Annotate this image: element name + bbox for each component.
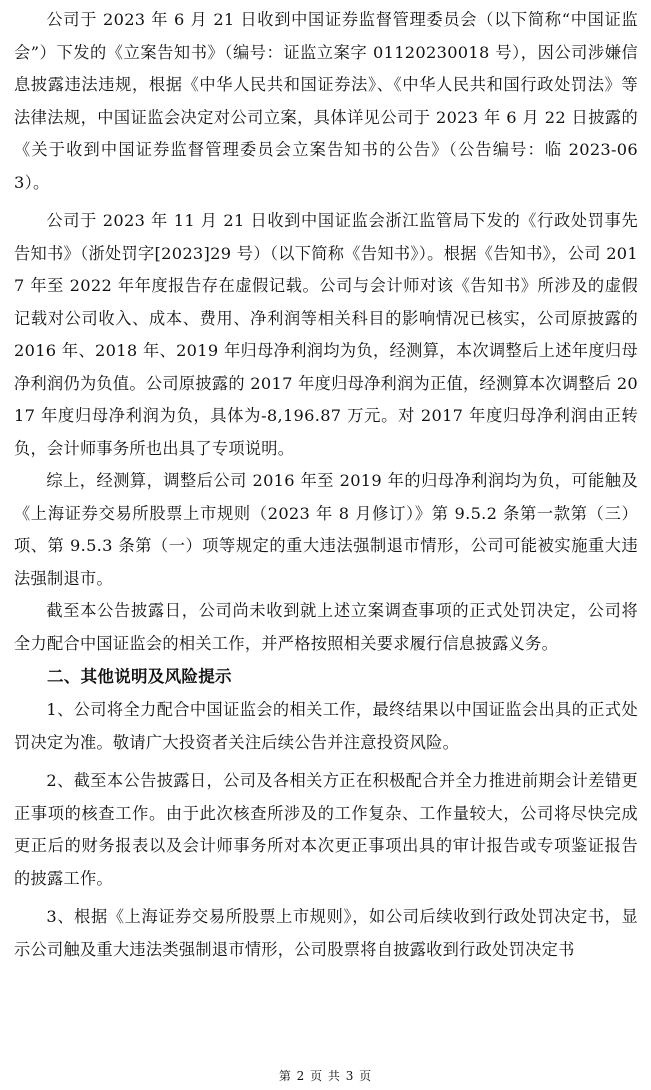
paragraph-summary-delisting: 综上，经测算，调整后公司 2016 年至 2019 年的归母净利润均为负，可能触及《上海证券交易所股票上市规则（2023 年 8 月修订）》第 9.5.2 条第一款第（三）项、第 9.5.3 条第（一）项等规定的重大违法强制退市情形，公司可能被实施重大违法强制退市。 — [14, 471, 638, 588]
paragraph-investigation-status: 截至本公告披露日，公司尚未收到就上述立案调查事项的正式处罚决定，公司将全力配合中国证监会的相关工作，并严格按照相关要求履行信息披露义务。 — [14, 601, 638, 653]
paragraph-risk-3: 3、根据《上海证券交易所股票上市规则》，如公司后续收到行政处罚决定书，显示公司触及重大违法类强制退市情形，公司股票将自披露收到行政处罚决定书 — [14, 907, 638, 959]
page-number-footer: 第 2 页 共 3 页 — [278, 1069, 373, 1083]
paragraph-penalty-notice: 公司于 2023 年 11 月 21 日收到中国证监会浙江监管局下发的《行政处罚事先告知书》（浙处罚字[2023]29 号）（以下简称《告知书》）。根据《告知书》，公司 2017 年至 2022 年年度报告存在虚假记载。公司与会计师对该《告知书》所涉及的虚假记载对公司收入、成本、费用、净利润等相关科目的影响情况已核实，公司原披露的 2016 年、2018 年、2019 年归母净利润均为负，经测算，本次调整后上述年度归母净利润仍为负值。公司原披露的 2017 年度归母净利润为正值，经测算本次调整后 2017 年度归母净利润为负，具体为-8,196.87 万元。对 2017 年度归母净利润由正转负，会计师事务所也出具了专项说明。 — [14, 211, 639, 458]
section-heading-risk-notes: 二、其他说明及风险提示 — [47, 667, 232, 686]
paragraph-risk-1: 1、公司将全力配合中国证监会的相关工作，最终结果以中国证监会出具的正式处罚决定为准。敬请广大投资者关注后续公告并注意投资风险。 — [14, 700, 638, 752]
paragraph-case-filing: 公司于 2023 年 6 月 21 日收到中国证券监督管理委员会（以下简称“中国证监会”）下发的《立案告知书》（编号：证监立案字 01120230018 号），因公司涉嫌信息披露违法违规，根据《中华人民共和国证券法》、《中华人民共和国行政处罚法》等法律法规，中国证监会决定对公司立案，具体详见公司于 2023 年 6 月 22 日披露的《关于收到中国证券监督管理委员会立案告知书的公告》（公告编号：临 2023-063）。 — [14, 10, 638, 192]
document-page — [14, 0, 638, 966]
paragraph-risk-2: 2、截至本公告披露日，公司及各相关方正在积极配合并全力推进前期会计差错更正事项的核查工作。由于此次核查所涉及的工作复杂、工作量较大，公司将尽快完成更正后的财务报表以及会计师事务所对本次更正事项出具的审计报告或专项鉴证报告的披露工作。 — [14, 771, 638, 888]
